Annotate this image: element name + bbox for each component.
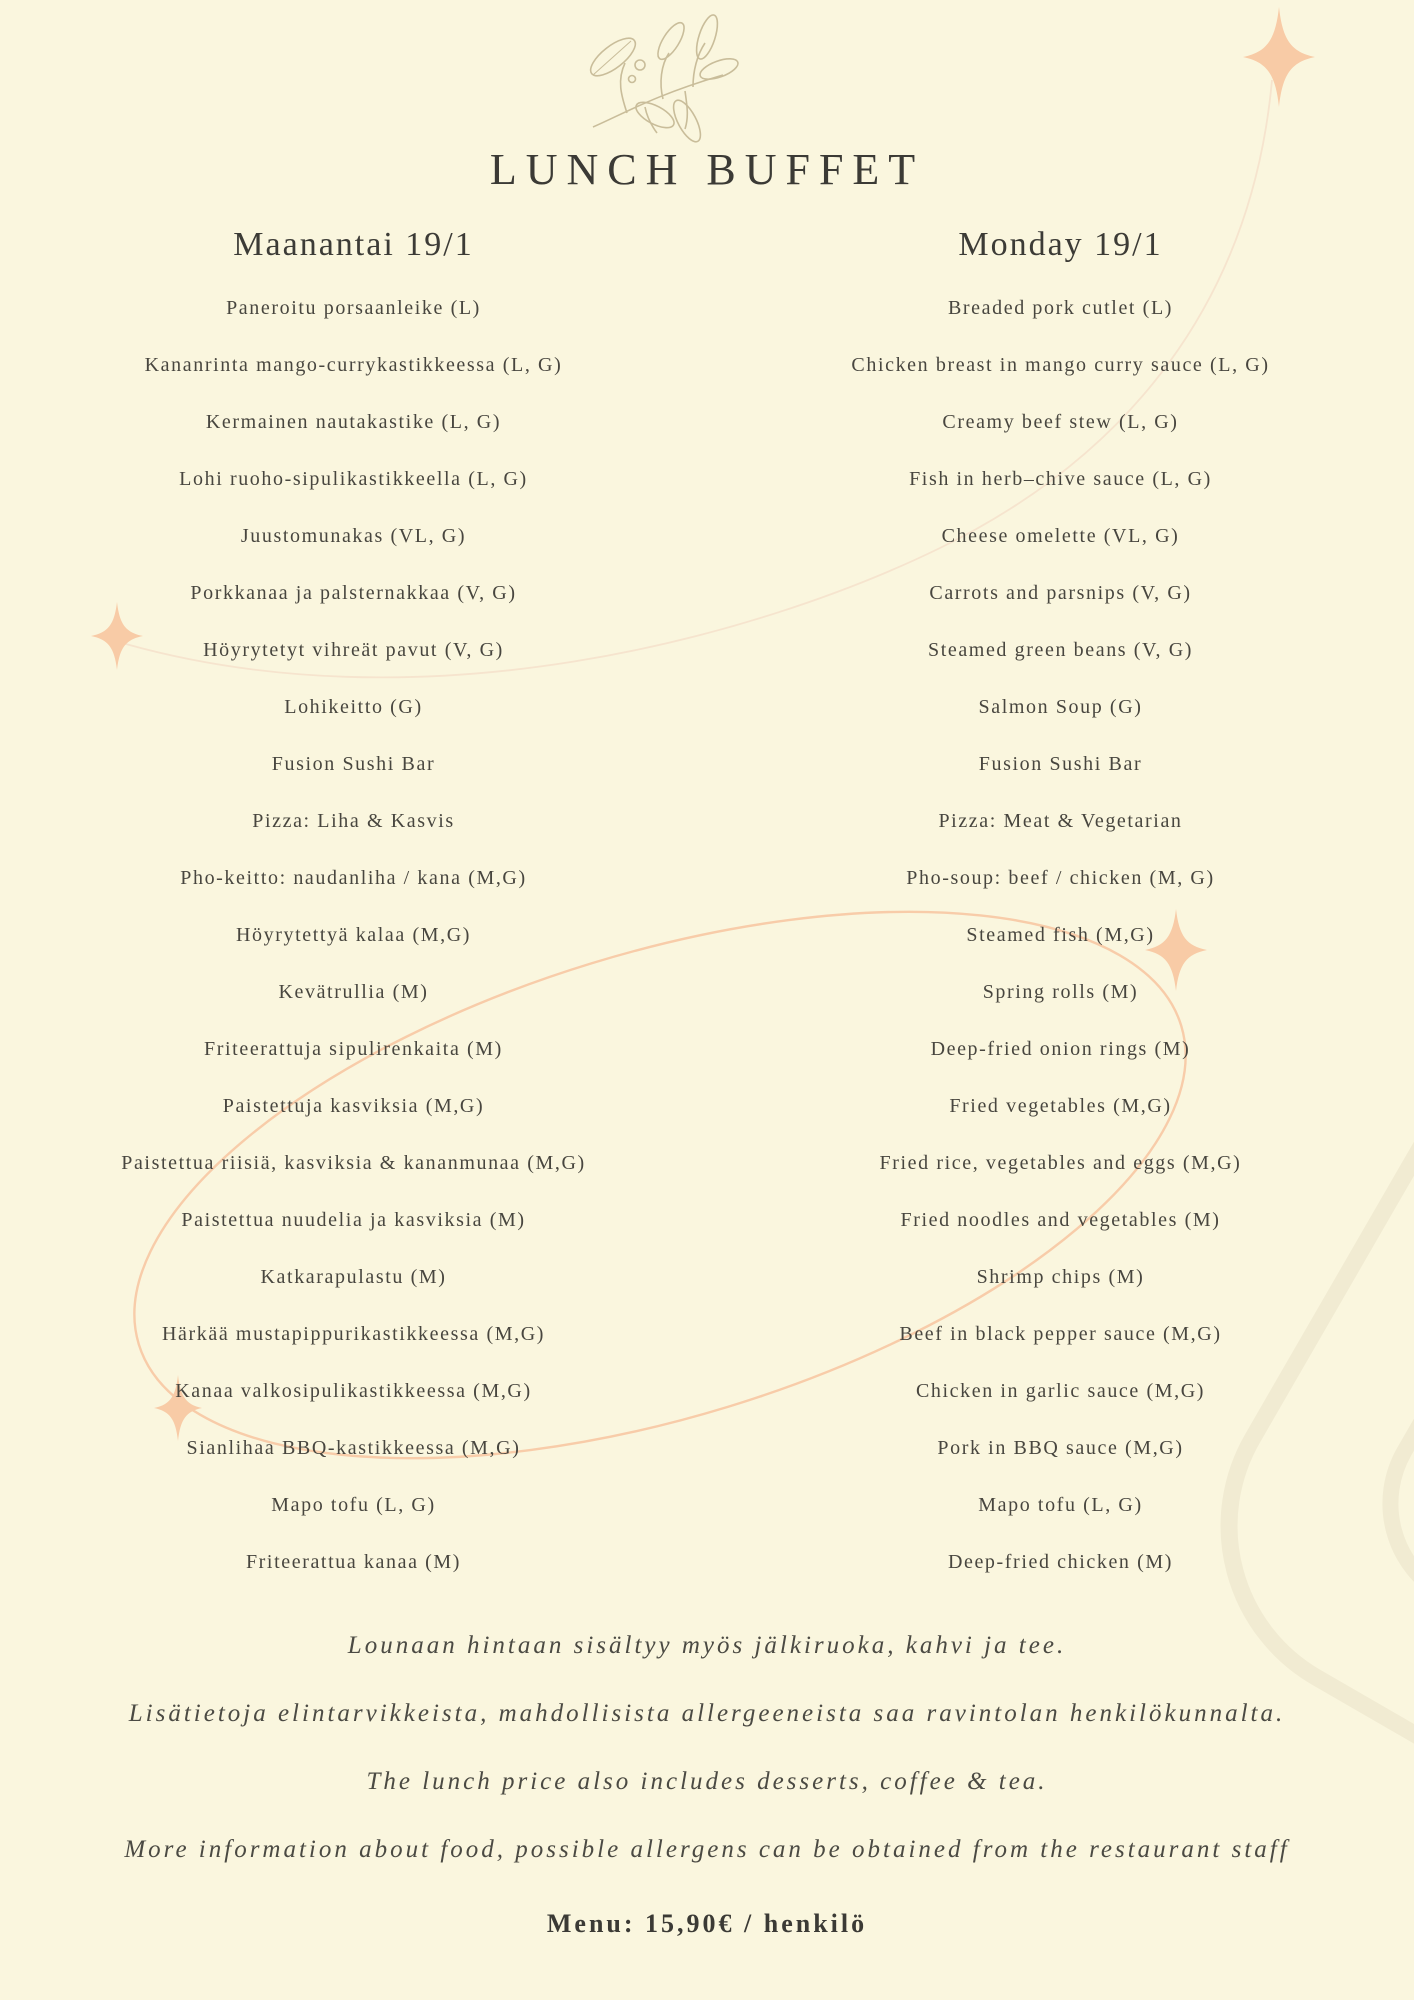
menu-item: Katkarapulastu (M) [260,1266,447,1288]
menu-item: Lohi ruoho-sipulikastikkeella (L, G) [179,468,528,490]
menu-item: Fish in herb–chive sauce (L, G) [909,468,1212,490]
menu-item: Salmon Soup (G) [978,696,1143,718]
menu-item: Höyrytetyt vihreät pavut (V, G) [203,639,504,661]
menu-item: Deep-fried chicken (M) [947,1551,1174,1573]
menu-item: Deep-fried onion rings (M) [930,1038,1191,1060]
menu-item: Pho-soup: beef / chicken (M, G) [906,867,1215,889]
menu-item: Pizza: Meat & Vegetarian [938,810,1183,832]
menu-item: Chicken in garlic sauce (M,G) [915,1380,1206,1402]
menu-item: Pizza: Liha & Kasvis [252,810,455,832]
menu-item: Mapo tofu (L, G) [271,1494,436,1516]
menu-item: Shrimp chips (M) [976,1266,1145,1288]
menu-item: Härkää mustapippurikastikkeessa (M,G) [162,1323,545,1345]
column-header-finnish: Maanantai 19/1 [233,226,474,263]
menu-item: Friteerattua kanaa (M) [245,1551,462,1573]
menu-item: Friteerattuja sipulirenkaita (M) [204,1038,503,1060]
menu-item: Paistettua nuudelia ja kasviksia (M) [181,1209,526,1231]
menu-item: Steamed green beans (V, G) [927,639,1194,661]
menu-item: Porkkanaa ja palsternakkaa (V, G) [190,582,517,604]
menu-item: Sianlihaa BBQ-kastikkeessa (M,G) [186,1437,521,1459]
menu-column-finnish [0,210,707,1591]
menu-item: Kevätrullia (M) [278,981,429,1003]
menu-item: Breaded pork cutlet (L) [947,297,1174,319]
menu-items-finnish [0,280,707,1591]
menu-item: Beef in black pepper sauce (M,G) [899,1323,1222,1345]
footer-note-line: Lisätietoja elintarvikkeista, mahdollisista allergeeneista saa ravintolan henkilökunnalta. [128,1700,1286,1727]
menu-item: Fried rice, vegetables and eggs (M,G) [879,1152,1242,1174]
menu-item: Steamed fish (M,G) [966,924,1155,946]
menu-item: Pho-keitto: naudanliha / kana (M,G) [180,867,527,889]
menu-item: Höyrytettyä kalaa (M,G) [235,924,472,946]
menu-item: Kananrinta mango-currykastikkeessa (L, G) [144,354,563,376]
footer-note-line: The lunch price also includes desserts, coffee & tea. [366,1768,1048,1795]
menu-item: Paistettuja kasviksia (M,G) [222,1095,485,1117]
menu-item: Juustomunakas (VL, G) [240,525,467,547]
menu-item: Pork in BBQ sauce (M,G) [937,1437,1184,1459]
footer-note-line: More information about food, possible allergens can be obtained from the restaurant staff [124,1836,1290,1863]
column-header-english: Monday 19/1 [958,226,1163,263]
menu-item: Carrots and parsnips (V, G) [929,582,1192,604]
menu-item: Kermainen nautakastike (L, G) [205,411,502,433]
menu-item: Cheese omelette (VL, G) [941,525,1180,547]
menu-item: Paistettua riisiä, kasviksia & kananmunaa (M,G) [121,1152,586,1174]
page-title: LUNCH BUFFET [489,145,925,194]
menu-items-english [707,280,1414,1591]
menu-item: Paneroitu porsaanleike (L) [226,297,481,319]
menu-item: Mapo tofu (L, G) [978,1494,1143,1516]
menu-item: Lohikeitto (G) [284,696,423,718]
price-line: Menu: 15,90€ / henkilö [546,1909,868,1938]
footer-note-line: Lounaan hintaan sisältyy myös jälkiruoka, kahvi ja tee. [347,1632,1067,1659]
menu-item: Creamy beef stew (L, G) [942,411,1179,433]
menu-item: Spring rolls (M) [982,981,1139,1003]
footer-notes [0,1612,1414,1884]
menu-item: Fusion Sushi Bar [271,753,436,775]
menu-item: Fried noodles and vegetables (M) [900,1209,1221,1231]
menu-item: Fried vegetables (M,G) [949,1095,1172,1117]
menu-item: Chicken breast in mango curry sauce (L, G) [851,354,1270,376]
menu-column-english [707,210,1414,1591]
menu-item: Fusion Sushi Bar [978,753,1143,775]
menu-item: Kanaa valkosipulikastikkeessa (M,G) [175,1380,532,1402]
